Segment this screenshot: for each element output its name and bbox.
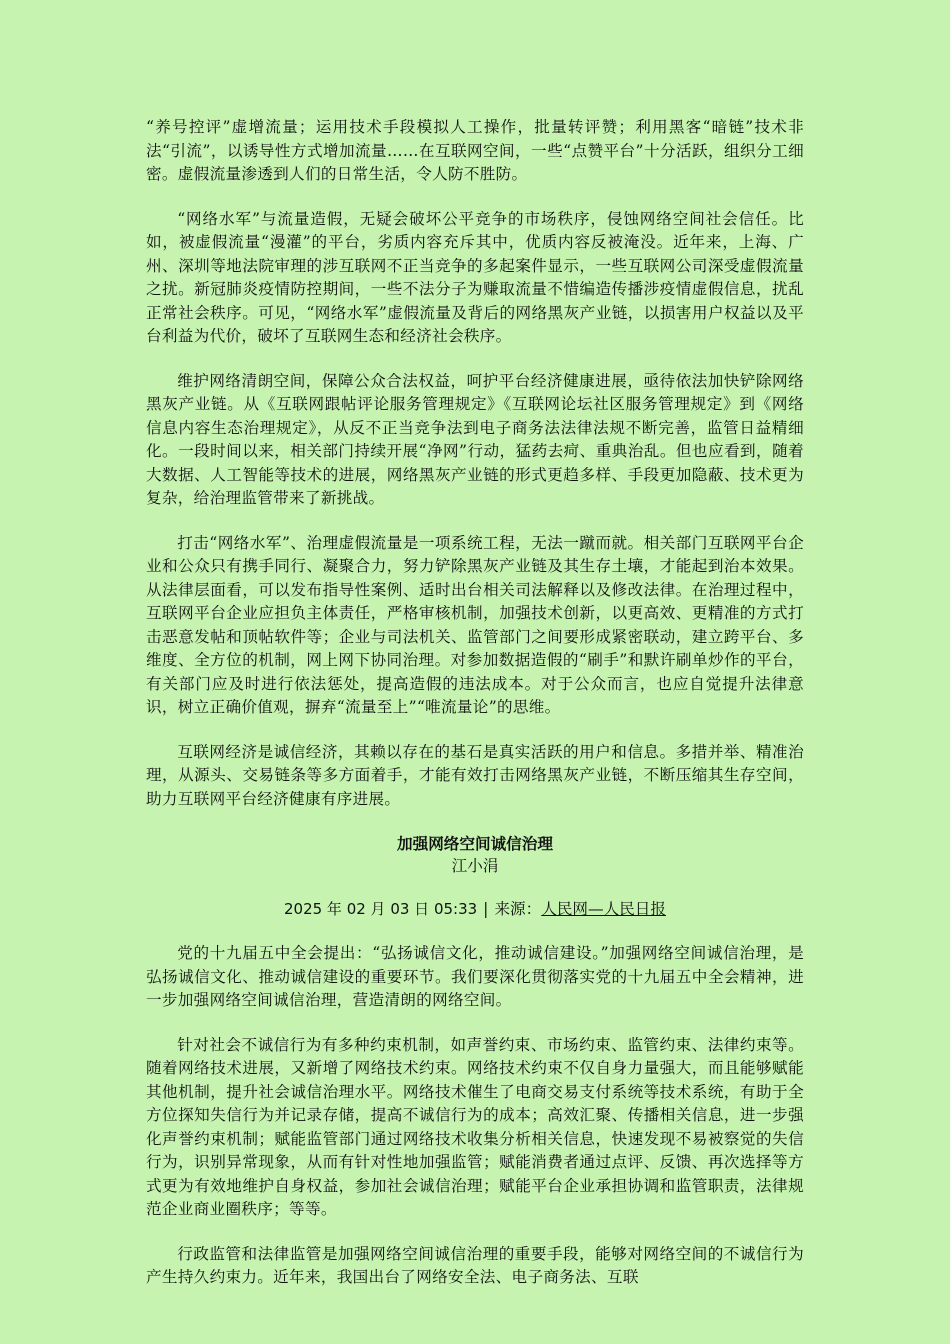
article-2-paragraph-3: 行政监管和法律监管是加强网络空间诚信治理的重要手段，能够对网络空间的不诚信行为产生持久约束力。近年来，我国出台了网络安全法、电子商务法、互联 [146, 1244, 804, 1286]
article-title: 加强网络空间诚信治理 [397, 834, 553, 853]
article-author: 江小涓 [451, 857, 499, 875]
meta-separator: | [483, 900, 489, 918]
article-2-paragraph-1: 党的十九届五中全会提出：“弘扬诚信文化，推动诚信建设。”加强网络空间诚信治理，是弘扬诚信文化、推动诚信建设的重要环节。我们要深化贯彻落实党的十九届五中全会精神，进一步加强网络空间诚信治理，营造清朗的网络空间。 [146, 944, 804, 1009]
article-date: 2025 年 02 月 03 日 05:33 [283, 900, 478, 918]
article-1-body [146, 116, 804, 811]
article-1-paragraph-1: “养号控评”虚增流量；运用技术手段模拟人工操作，批量转评赞；利用黑客“暗链”技术非法“引流”，以诱导性方式增加流量……在互联网空间，一些“点赞平台”十分活跃，组织分工细密。虚假流量渗透到人们的日常生活，令人防不胜防。 [146, 118, 804, 183]
article-1-paragraph-2: “网络水军”与流量造假，无疑会破坏公平竞争的市场秩序，侵蚀网络空间社会信任。比如，被虚假流量“漫灌”的平台，劣质内容充斥其中，优质内容反被淹没。近年来，上海、广州、深圳等地法院审理的涉互联网不正当竞争的多起案件显示，一些互联网公司深受虚假流量之扰。新冠肺炎疫情防控期间，一些不法分子为赚取流量不惜编造传播涉疫情虚假信息，扰乱正常社会秩序。可见，“网络水军”虚假流量及背后的网络黑灰产业链，以损害用户权益以及平台利益为代价，破坏了互联网生态和经济社会秩序。 [146, 209, 804, 345]
article-1-paragraph-5: 互联网经济是诚信经济，其赖以存在的基石是真实活跃的用户和信息。多措并举、精准治理，从源头、交易链条等多方面着手，才能有效打击网络黑灰产业链，不断压缩其生存空间，助力互联网平台经济健康有序进展。 [146, 742, 804, 808]
source-label: 来源： [494, 900, 542, 918]
article-2-body [146, 942, 804, 1290]
article-1-paragraph-4: 打击“网络水军”、治理虚假流量是一项系统工程，无法一蹴而就。相关部门互联网平台企业和公众只有携手同行、凝聚合力，努力铲除黑灰产业链及其生存土壤，才能起到治本效果。从法律层面看，可以发布指导性案例、适时出台相关司法解释以及修改法律。在治理过程中，互联网平台企业应担负主体责任，严格审核机制，加强技术创新，以更高效、更精准的方式打击恶意发帖和顶帖软件等；企业与司法机关、监管部门之间要形成紧密联动，建立跨平台、多维度、全方位的机制，网上网下协同治理。对参加数据造假的“刷手”和默许刷单炒作的平台，有关部门应及时进行依法惩处，提高造假的违法成本。对于公众而言，也应自觉提升法律意识，树立正确价值观，摒弃“流量至上”“唯流量论”的思维。 [146, 533, 804, 716]
article-2-paragraph-2: 针对社会不诚信行为有多种约束机制，如声誉约束、市场约束、监管约束、法律约束等。随着网络技术进展，又新增了网络技术约束。网络技术约束不仅自身力量强大，而且能够赋能其他机制，提升社会诚信治理水平。网络技术催生了电商交易支付系统等技术系统，有助于全方位探知失信行为并记录存储，提高不诚信行为的成本；高效汇聚、传播相关信息，进一步强化声誉约束机制；赋能监管部门通过网络技术收集分析相关信息，快速发现不易被察觉的失信行为，识别异常现象，从而有针对性地加强监管；赋能消费者通过点评、反馈、再次选择等方式更为有效地维护自身权益，参加社会诚信治理；赋能平台企业承担协调和监管职责，法律规范企业商业圈秩序；等等。 [146, 1035, 804, 1218]
article-1-paragraph-3: 维护网络清朗空间，保障公众合法权益，呵护平台经济健康进展，亟待依法加快铲除网络黑灰产业链。从《互联网跟帖评论服务管理规定》《互联网论坛社区服务管理规定》到《网络信息内容生态治理规定》，从反不正当竞争法到电子商务法法律法规不断完善，监管日益精细化。一段时间以来，相关部门持续开展“净网”行动，猛药去疴、重典治乱。但也应看到，随着大数据、人工智能等技术的进展，网络黑灰产业链的形式更趋多样、手段更加隐蔽、技术更为复杂，给治理监管带来了新挑战。 [146, 371, 804, 507]
article-2-header [146, 832, 804, 921]
article-meta [146, 898, 804, 921]
source-link[interactable]: 人民网—人民日报 [541, 900, 666, 918]
